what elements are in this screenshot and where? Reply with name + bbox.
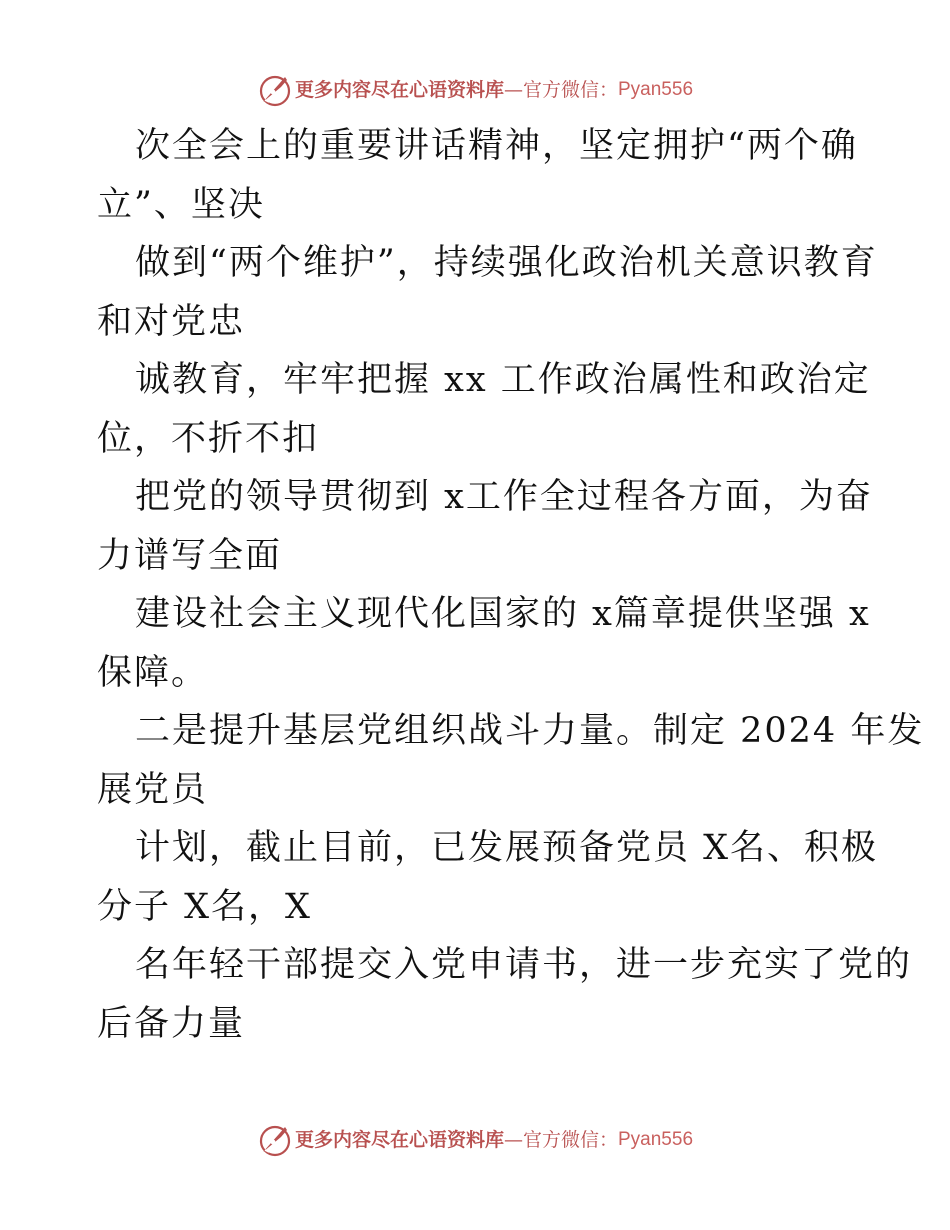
text-line: 诚教育，牢牢把握 xx 工作政治属性和政治定 — [135, 360, 871, 400]
text-line: 次全会上的重要讲话精神，坚定拥护“两个确 — [135, 126, 858, 166]
text-line: 保障。 — [97, 652, 209, 693]
text-line: 把党的领导贯彻到 x工作全过程各方面，为奋 — [135, 477, 873, 517]
text-line: 后备力量 — [97, 1003, 246, 1044]
watermark-wechat-label: 官方微信： — [522, 1129, 618, 1151]
text-line: 和对党忠 — [97, 301, 246, 342]
text-line: 立”、坚决 — [97, 184, 265, 225]
watermark-wechat-label: 官方微信： — [522, 79, 618, 101]
text-line: 计划，截止目前，已发展预备党员 X名、积极 — [135, 828, 879, 868]
watermark-footer — [0, 1120, 950, 1160]
watermark-wechat-id: Pyan556 — [618, 1129, 694, 1150]
text-line: 建设社会主义现代化国家的 x篇章提供坚强 x — [135, 594, 871, 634]
text-line: 名年轻干部提交入党申请书，进一步充实了党的 — [135, 945, 913, 985]
watermark-wechat-id: Pyan556 — [618, 79, 694, 100]
quill-pen-icon — [257, 1122, 293, 1158]
watermark-site-name: 更多内容尽在心语资料库 — [294, 79, 504, 101]
text-line: 力谱写全面 — [97, 535, 283, 576]
text-line: 展党员 — [97, 769, 209, 810]
watermark-dash: — — [503, 1129, 523, 1151]
quill-pen-icon — [257, 72, 293, 108]
watermark-site-name: 更多内容尽在心语资料库 — [294, 1129, 504, 1151]
document-body — [97, 117, 925, 1053]
text-line: 做到“两个维护”，持续强化政治机关意识教育 — [135, 243, 878, 283]
text-line: 分子 X名，X — [97, 886, 312, 927]
text-line: 位，不折不扣 — [97, 418, 320, 459]
watermark-dash: — — [503, 79, 523, 101]
watermark-header — [0, 70, 950, 110]
text-line: 二是提升基层党组织战斗力量。制定 2024 年发 — [135, 711, 925, 751]
